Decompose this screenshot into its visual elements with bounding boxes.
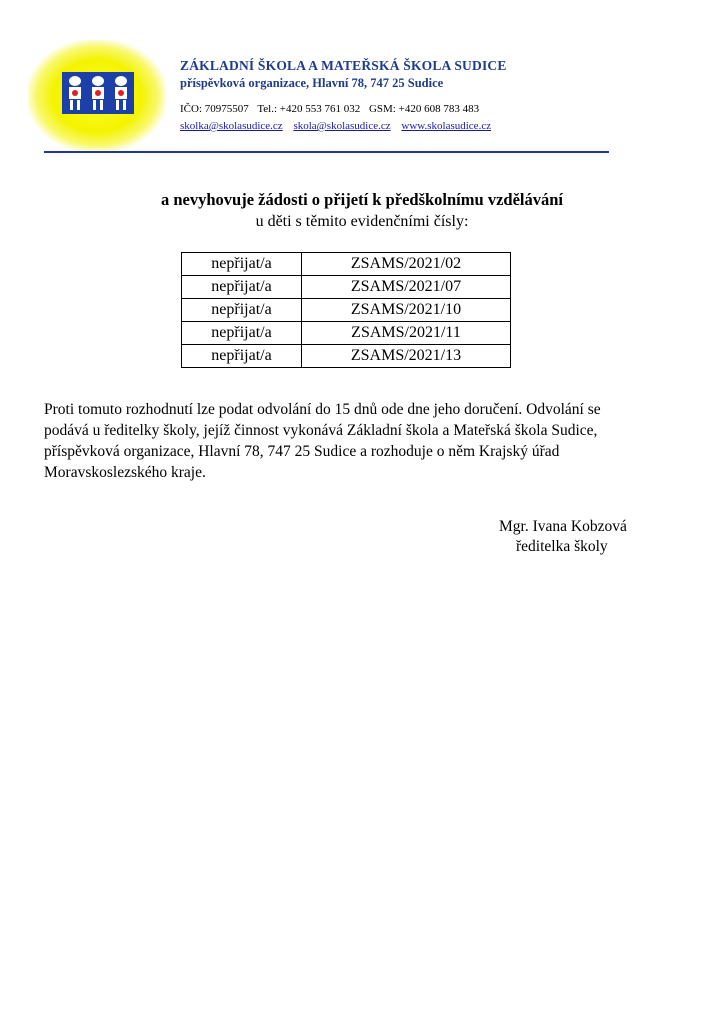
status-cell: nepřijat/a [182, 345, 302, 368]
table-row [182, 299, 511, 322]
signatory-name: Mgr. Ivana Kobzová [499, 518, 627, 535]
table-row [182, 322, 511, 345]
website-link[interactable]: www.skolasudice.cz [401, 120, 492, 132]
contact-line [180, 103, 620, 115]
school-address: příspěvková organizace, Hlavní 78, 747 25 Sudice [180, 76, 444, 90]
decision-subheading: u děti s těmito evidenčními čísly: [255, 213, 469, 230]
status-cell: nepřijat/a [182, 322, 302, 345]
logo-child-figure [66, 76, 84, 110]
school-name: ZÁKLADNÍ ŠKOLA A MATEŘSKÁ ŠKOLA SUDICE [180, 58, 507, 73]
registration-number-cell: ZSAMS/2021/07 [302, 276, 511, 299]
status-cell: nepřijat/a [182, 299, 302, 322]
kindergarten-email-link[interactable]: skolka@skolasudice.cz [180, 120, 283, 132]
registration-number-cell: ZSAMS/2021/02 [302, 253, 511, 276]
paragraph-line: příspěvková organizace, Hlavní 78, 747 25 Sudice a rozhoduje o něm Krajský úřad [44, 443, 560, 460]
logo-child-figure [112, 76, 130, 110]
table-row [182, 253, 511, 276]
phone-number: Tel.: +420 553 761 032 [257, 103, 361, 115]
appeal-paragraph [44, 399, 684, 483]
decision-heading: a nevyhovuje žádosti o přijetí k předškolnímu vzdělávání [161, 190, 563, 209]
registration-number-cell: ZSAMS/2021/10 [302, 299, 511, 322]
paragraph-line: Proti tomuto rozhodnutí lze podat odvolání do 15 dnů ode dne jeho doručení. Odvolání se [44, 401, 601, 418]
letterhead [180, 58, 620, 132]
status-cell: nepřijat/a [182, 253, 302, 276]
logo-child-figure [89, 76, 107, 110]
status-cell: nepřijat/a [182, 276, 302, 299]
header-divider [44, 151, 609, 153]
link-line [180, 120, 620, 132]
registration-table [181, 252, 511, 368]
school-logo [28, 40, 166, 152]
table-row [182, 276, 511, 299]
signatory-title: ředitelka školy [516, 538, 608, 555]
registration-number-cell: ZSAMS/2021/11 [302, 322, 511, 345]
ico-number: IČO: 70975507 [180, 103, 249, 115]
paragraph-line: Moravskoslezského kraje. [44, 464, 206, 481]
table-row [182, 345, 511, 368]
logo-emblem [62, 72, 134, 114]
mobile-number: GSM: +420 608 783 483 [368, 103, 480, 115]
registration-number-cell: ZSAMS/2021/13 [302, 345, 511, 368]
school-email-link[interactable]: skola@skolasudice.cz [293, 120, 391, 132]
paragraph-line: podává u ředitelky školy, jejíž činnost vykonává Základní škola a Mateřská škola Sudice, [44, 422, 598, 439]
